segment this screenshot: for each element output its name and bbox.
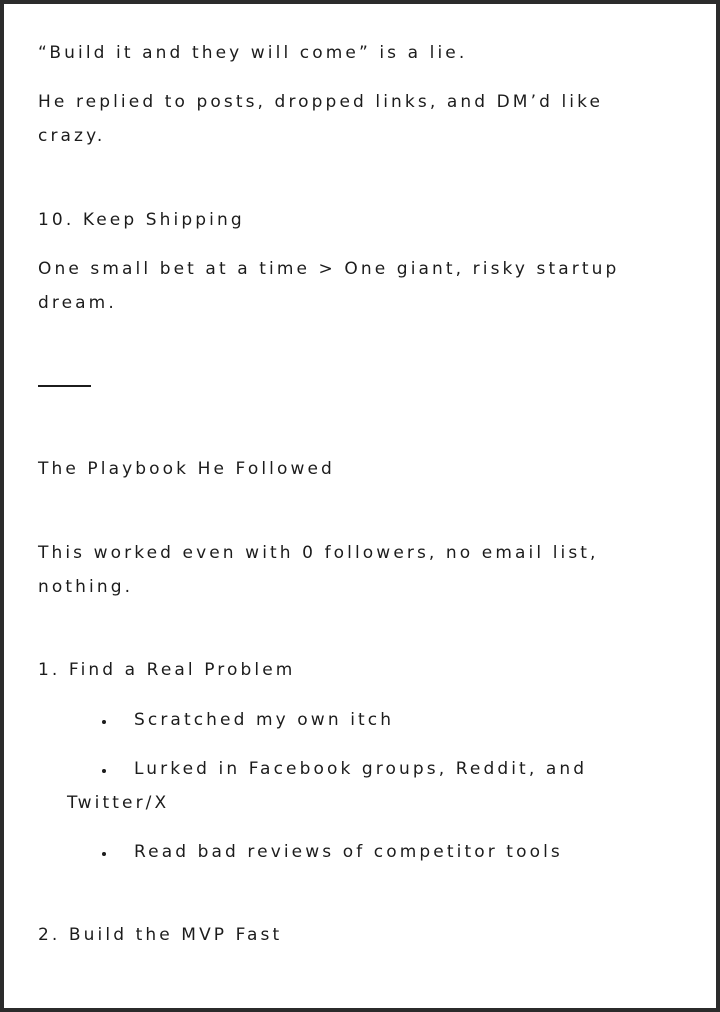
paragraph-build-it-lie: “Build it and they will come” is a lie. <box>38 43 468 63</box>
paragraph-replied-line2: crazy. <box>38 126 106 146</box>
bullet-dot <box>102 720 106 724</box>
step1-bullet-lurked-line2: Twitter/X <box>67 793 170 813</box>
step2-heading: 2. Build the MVP Fast <box>38 925 283 945</box>
section-divider <box>38 385 91 387</box>
paragraph-zero-followers-line2: nothing. <box>38 577 134 597</box>
paragraph-small-bet-line1: One small bet at a time > One giant, risky startup <box>38 259 620 279</box>
section-title-playbook: The Playbook He Followed <box>38 459 335 479</box>
step1-heading: 1. Find a Real Problem <box>38 660 296 680</box>
paragraph-small-bet-line2: dream. <box>38 293 117 313</box>
bullet-dot <box>102 852 106 856</box>
heading-keep-shipping: 10. Keep Shipping <box>38 210 245 230</box>
step1-bullet-lurked-line1: Lurked in Facebook groups, Reddit, and <box>134 759 588 779</box>
document-page <box>4 4 716 1008</box>
step1-bullet-bad-reviews: Read bad reviews of competitor tools <box>134 842 563 862</box>
bullet-dot <box>102 769 106 773</box>
step1-bullet-own-itch: Scratched my own itch <box>134 710 395 730</box>
paragraph-zero-followers-line1: This worked even with 0 followers, no email list, <box>38 543 599 563</box>
paragraph-replied-line1: He replied to posts, dropped links, and DM’d like <box>38 92 604 112</box>
